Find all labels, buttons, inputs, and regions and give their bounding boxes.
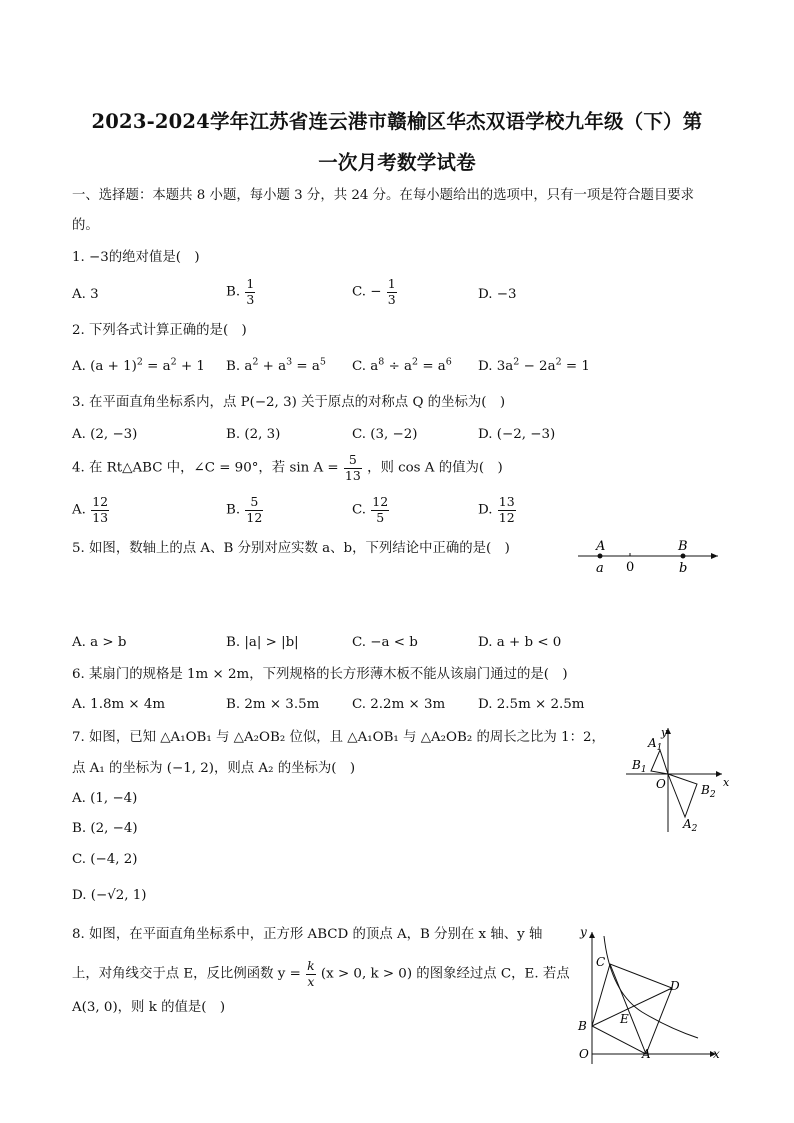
option-label: B. bbox=[226, 284, 241, 300]
denominator: 3 bbox=[246, 291, 255, 307]
question-7-stem-line1: 7. 如图，已知 △A₁OB₁ 与 △A₂OB₂ 位似，且 △A₁OB₁ 与 △A₂OB₂ 的周长之比为 1：2， bbox=[72, 730, 605, 745]
exponent: 2 bbox=[170, 356, 177, 368]
exam-title-line1: 2023-2024学年江苏省连云港市赣榆区华杰双语学校九年级（下）第 bbox=[91, 110, 703, 133]
text: D. 3a bbox=[478, 359, 514, 374]
question-3-stem: 3. 在平面直角坐标系内，点 P(−2, 3) 关于原点的对称点 Q 的坐标为( ) bbox=[72, 395, 506, 410]
numerator: 1 bbox=[246, 276, 255, 291]
label-subscript: 2 bbox=[709, 790, 716, 800]
label-letter: A bbox=[683, 817, 692, 831]
question-8-stem-line3: A(3, 0)，则 k 的值是( ) bbox=[72, 1000, 226, 1015]
question-7-option-b: B. (2, −4) bbox=[72, 821, 138, 836]
denominator: 13 bbox=[92, 509, 109, 525]
question-2-option-c bbox=[352, 358, 452, 376]
question-7-stem-line2: 点 A₁ 的坐标为 (−1, 2)，则点 A₂ 的坐标为( ) bbox=[72, 761, 356, 776]
value-a-label: a bbox=[596, 561, 604, 576]
x-axis-label: x bbox=[713, 1047, 720, 1061]
question-5-option-a: A. a > b bbox=[72, 635, 127, 650]
label-subscript: 1 bbox=[640, 765, 647, 775]
text: = a bbox=[142, 359, 171, 374]
label-letter: A bbox=[648, 736, 657, 750]
point-a2-label bbox=[682, 817, 698, 834]
fraction bbox=[245, 496, 263, 524]
x-axis-label: x bbox=[723, 776, 730, 789]
point-d-label: D bbox=[670, 979, 680, 993]
x-arrow-icon bbox=[716, 771, 722, 777]
exponent: 2 bbox=[555, 356, 562, 368]
question-7-option-a: A. (1, −4) bbox=[72, 791, 138, 806]
point-a-label: A bbox=[642, 1047, 651, 1061]
option-label: B. bbox=[226, 502, 241, 518]
question-2-stem: 2. 下列各式计算正确的是( ) bbox=[72, 323, 247, 338]
label-letter: B bbox=[632, 758, 641, 772]
question-2-option-b bbox=[226, 358, 326, 376]
point-a-label: A bbox=[596, 539, 606, 554]
question-6-option-a: A. 1.8m × 4m bbox=[72, 697, 166, 712]
question-6-stem: 6. 某扇门的规格是 1m × 2m，下列规格的长方形薄木板不能从该扇门通过的是( ) bbox=[72, 667, 568, 682]
y-axis-label: y bbox=[580, 925, 587, 939]
numerator: 1 bbox=[387, 276, 396, 291]
number-line-figure bbox=[572, 536, 724, 578]
fraction bbox=[344, 454, 362, 482]
similar-triangles-figure bbox=[622, 724, 732, 836]
exponent: 3 bbox=[286, 356, 293, 368]
square-inverse-function-figure bbox=[568, 922, 724, 1068]
fraction bbox=[498, 496, 516, 524]
question-2-option-d bbox=[478, 358, 590, 376]
question-3-option-d: D. (−2, −3) bbox=[478, 427, 556, 442]
label-subscript: 2 bbox=[691, 824, 698, 834]
exponent: 8 bbox=[378, 356, 385, 368]
text: = 1 bbox=[561, 359, 590, 374]
question-4-option-b bbox=[226, 496, 264, 524]
fraction bbox=[245, 278, 255, 306]
exponent: 2 bbox=[136, 356, 143, 368]
option-label: C. − bbox=[352, 284, 382, 300]
denominator: 13 bbox=[344, 467, 361, 483]
question-8-stem-line2 bbox=[72, 960, 570, 988]
square-abcd bbox=[592, 964, 672, 1054]
arrow-head-icon bbox=[711, 553, 718, 559]
question-3-option-b: B. (2, 3) bbox=[226, 427, 281, 442]
point-b-label: B bbox=[678, 539, 688, 554]
zero-label: 0 bbox=[626, 560, 635, 575]
question-5-option-b: B. |a| > |b| bbox=[226, 635, 299, 650]
question-7-option-c: C. (−4, 2) bbox=[72, 852, 138, 867]
text: = a bbox=[418, 359, 446, 374]
value-b-label: b bbox=[679, 561, 688, 576]
exponent: 2 bbox=[513, 356, 520, 368]
exponent: 2 bbox=[252, 356, 259, 368]
origin-label: O bbox=[656, 777, 666, 791]
question-6-option-c: C. 2.2m × 3m bbox=[352, 697, 446, 712]
label-subscript: 1 bbox=[656, 743, 663, 753]
question-5-option-c: C. −a < b bbox=[352, 635, 418, 650]
fraction bbox=[387, 278, 397, 306]
text: B. a bbox=[226, 359, 253, 374]
question-7-option-d: D. (−√2, 1) bbox=[72, 888, 147, 903]
denominator: 5 bbox=[376, 509, 385, 525]
text: C. a bbox=[352, 359, 379, 374]
text: A. (a + 1) bbox=[72, 359, 137, 374]
option-label: A. bbox=[72, 502, 86, 518]
exponent: 6 bbox=[445, 356, 452, 368]
triangle-a1-o-b1 bbox=[651, 750, 668, 774]
exponent: 5 bbox=[319, 356, 326, 368]
text: ，则 cos A 的值为( ) bbox=[367, 460, 503, 476]
question-5-stem: 5. 如图，数轴上的点 A、B 分别对应实数 a、b，下列结论中正确的是( ) bbox=[72, 541, 510, 556]
point-b-dot bbox=[681, 554, 686, 559]
point-a-dot bbox=[598, 554, 603, 559]
question-5-option-d: D. a + b < 0 bbox=[478, 635, 562, 650]
denominator: 12 bbox=[246, 509, 263, 525]
question-1-option-b bbox=[226, 278, 256, 306]
option-label: C. bbox=[352, 502, 367, 518]
triangle-a2-o-b2 bbox=[668, 774, 697, 817]
section-instructions-line2: 的。 bbox=[72, 218, 99, 233]
y-axis-label: y bbox=[661, 726, 668, 739]
denominator: 3 bbox=[387, 291, 396, 307]
point-e-label: E bbox=[620, 1012, 629, 1026]
option-label: D. bbox=[478, 502, 493, 518]
denominator: x bbox=[307, 973, 315, 989]
label-letter: B bbox=[701, 783, 710, 797]
point-b-label: B bbox=[578, 1019, 587, 1033]
question-3-option-c: C. (3, −2) bbox=[352, 427, 418, 442]
text: 4. 在 Rt△ABC 中，∠C = 90°，若 sin A = bbox=[72, 460, 339, 476]
text: = a bbox=[292, 359, 320, 374]
numerator: k bbox=[307, 958, 315, 973]
point-c-label: C bbox=[596, 955, 606, 969]
question-4-stem bbox=[72, 454, 503, 482]
point-b1-label bbox=[631, 758, 647, 775]
text: (x > 0, k > 0) 的图象经过点 C，E. 若点 bbox=[320, 966, 570, 982]
numerator: 5 bbox=[245, 496, 263, 511]
section-instructions-line1: 一、选择题：本题共 8 小题，每小题 3 分，共 24 分。在每小题给出的选项中，只有一项是符合题目要求 bbox=[72, 188, 695, 203]
fraction bbox=[371, 496, 389, 524]
question-1-stem: 1. −3的绝对值是( ) bbox=[72, 250, 200, 265]
fraction bbox=[91, 496, 109, 524]
text: + 1 bbox=[176, 359, 205, 374]
numerator: 12 bbox=[372, 494, 389, 509]
text: − 2a bbox=[519, 359, 556, 374]
question-1-option-c bbox=[352, 278, 398, 306]
text: ÷ a bbox=[384, 359, 413, 374]
question-4-option-c bbox=[352, 496, 390, 524]
question-1-option-d: D. −3 bbox=[478, 287, 517, 302]
origin-label: O bbox=[579, 1047, 589, 1061]
fraction bbox=[306, 960, 316, 988]
question-2-option-a bbox=[72, 358, 205, 376]
question-1-option-a: A. 3 bbox=[72, 287, 99, 302]
numerator: 13 bbox=[498, 494, 515, 509]
question-6-option-d: D. 2.5m × 2.5m bbox=[478, 697, 585, 712]
text: + a bbox=[258, 359, 287, 374]
text: 上，对角线交于点 E，反比例函数 y = bbox=[72, 966, 301, 982]
question-4-option-a bbox=[72, 496, 110, 524]
exponent: 2 bbox=[412, 356, 419, 368]
numerator: 5 bbox=[344, 454, 362, 469]
question-4-option-d bbox=[478, 496, 517, 524]
exam-title-line2: 一次月考数学试卷 bbox=[318, 151, 476, 174]
denominator: 12 bbox=[498, 509, 515, 525]
y-arrow-icon bbox=[589, 932, 595, 938]
numerator: 12 bbox=[92, 494, 109, 509]
inverse-function-curve bbox=[604, 936, 698, 1038]
point-b2-label bbox=[700, 783, 716, 800]
question-6-option-b: B. 2m × 3.5m bbox=[226, 697, 320, 712]
question-8-stem-line1: 8. 如图，在平面直角坐标系中，正方形 ABCD 的顶点 A，B 分别在 x 轴、y 轴 bbox=[72, 927, 543, 942]
question-3-option-a: A. (2, −3) bbox=[72, 427, 138, 442]
